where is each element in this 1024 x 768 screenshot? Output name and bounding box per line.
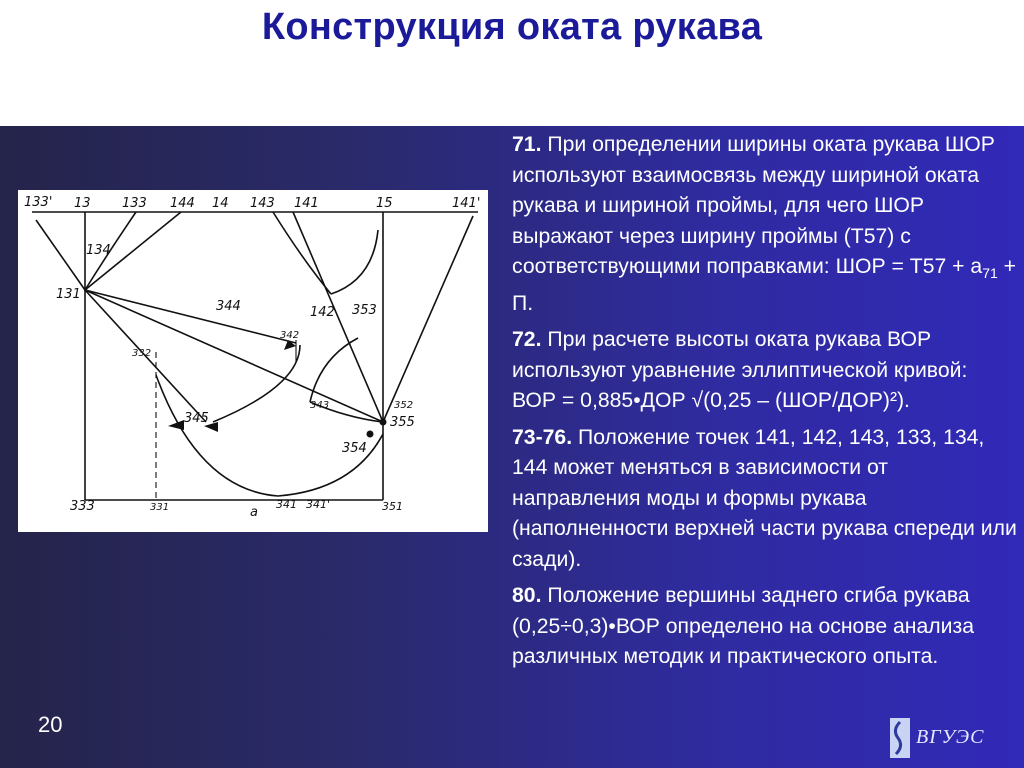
paragraph-label: 72.: [512, 328, 542, 352]
diagram-caption: а: [250, 505, 258, 520]
paragraph-72: [512, 325, 1017, 417]
label-144: 144: [170, 196, 195, 211]
paragraph-text: При расчете высоты оката рукава ВОР используют уравнение эллиптической кривой: ВОР = 0,885•ДОР √(0,25 – (ШОР/ДОР)²).: [512, 328, 968, 413]
paragraph-text: Положение вершины заднего сгиба рукава (0,25÷0,3)•ВОР определено на основе анализа различных методик и практического опыта.: [512, 584, 974, 669]
logo-text: ВГУЭС: [916, 726, 985, 748]
label-353: 353: [352, 303, 377, 318]
label-133: 133: [122, 196, 147, 211]
label-131: 131: [56, 287, 81, 302]
paragraph-73-76: [512, 423, 1017, 576]
logo-emblem-icon: [888, 716, 912, 760]
label-133p: 133': [24, 195, 53, 210]
slide-text: [512, 130, 1017, 679]
label-332: 332: [132, 348, 152, 359]
label-341p: 341': [306, 498, 331, 511]
label-134: 134: [86, 243, 111, 258]
label-141: 141: [294, 196, 319, 211]
university-logo: [888, 716, 1008, 762]
label-333: 333: [70, 499, 95, 514]
sleeve-cap-drawing: [18, 190, 488, 532]
paragraph-subscript: 71: [982, 265, 998, 282]
label-351: 351: [382, 500, 403, 513]
label-352: 352: [394, 400, 414, 411]
label-344: 344: [216, 299, 241, 314]
label-142: 142: [310, 305, 335, 320]
paragraph-text: Положение точек 141, 142, 143, 133, 134, 144 может меняться в зависимости от направления моды и формы рукава (наполненности верхней части рукава спереди или сзади).: [512, 425, 1017, 571]
paragraph-text: При определении ширины оката рукава ШОР используют взаимосвязь между шириной оката рукава и шириной проймы, для чего ШОР выражают через ширину проймы (Т57) с соответствующими поправками: ШОР = Т57 + а: [512, 133, 995, 278]
slide-title: Конструкция оката рукава: [261, 6, 763, 48]
label-341: 341: [276, 498, 297, 511]
label-143: 143: [250, 196, 275, 211]
label-141p: 141': [452, 196, 481, 211]
label-14: 14: [212, 196, 229, 211]
label-342: 342: [280, 330, 300, 341]
paragraph-label: 73-76.: [512, 425, 573, 449]
paragraph-71: [512, 130, 1017, 319]
label-15: 15: [376, 196, 393, 211]
construction-diagram: [18, 190, 488, 532]
label-355: 355: [390, 415, 415, 430]
paragraph-label: 80.: [512, 584, 542, 608]
paragraph-80: [512, 581, 1017, 673]
page-number: 20: [38, 712, 63, 737]
paragraph-text-end: + П.: [512, 255, 1017, 315]
slide-header: [0, 0, 1024, 126]
paragraph-label: 71.: [512, 133, 542, 156]
label-354: 354: [342, 441, 367, 456]
label-331: 331: [150, 502, 170, 513]
label-345: 345: [184, 411, 209, 426]
label-343: 343: [310, 400, 330, 411]
label-13: 13: [74, 196, 91, 211]
